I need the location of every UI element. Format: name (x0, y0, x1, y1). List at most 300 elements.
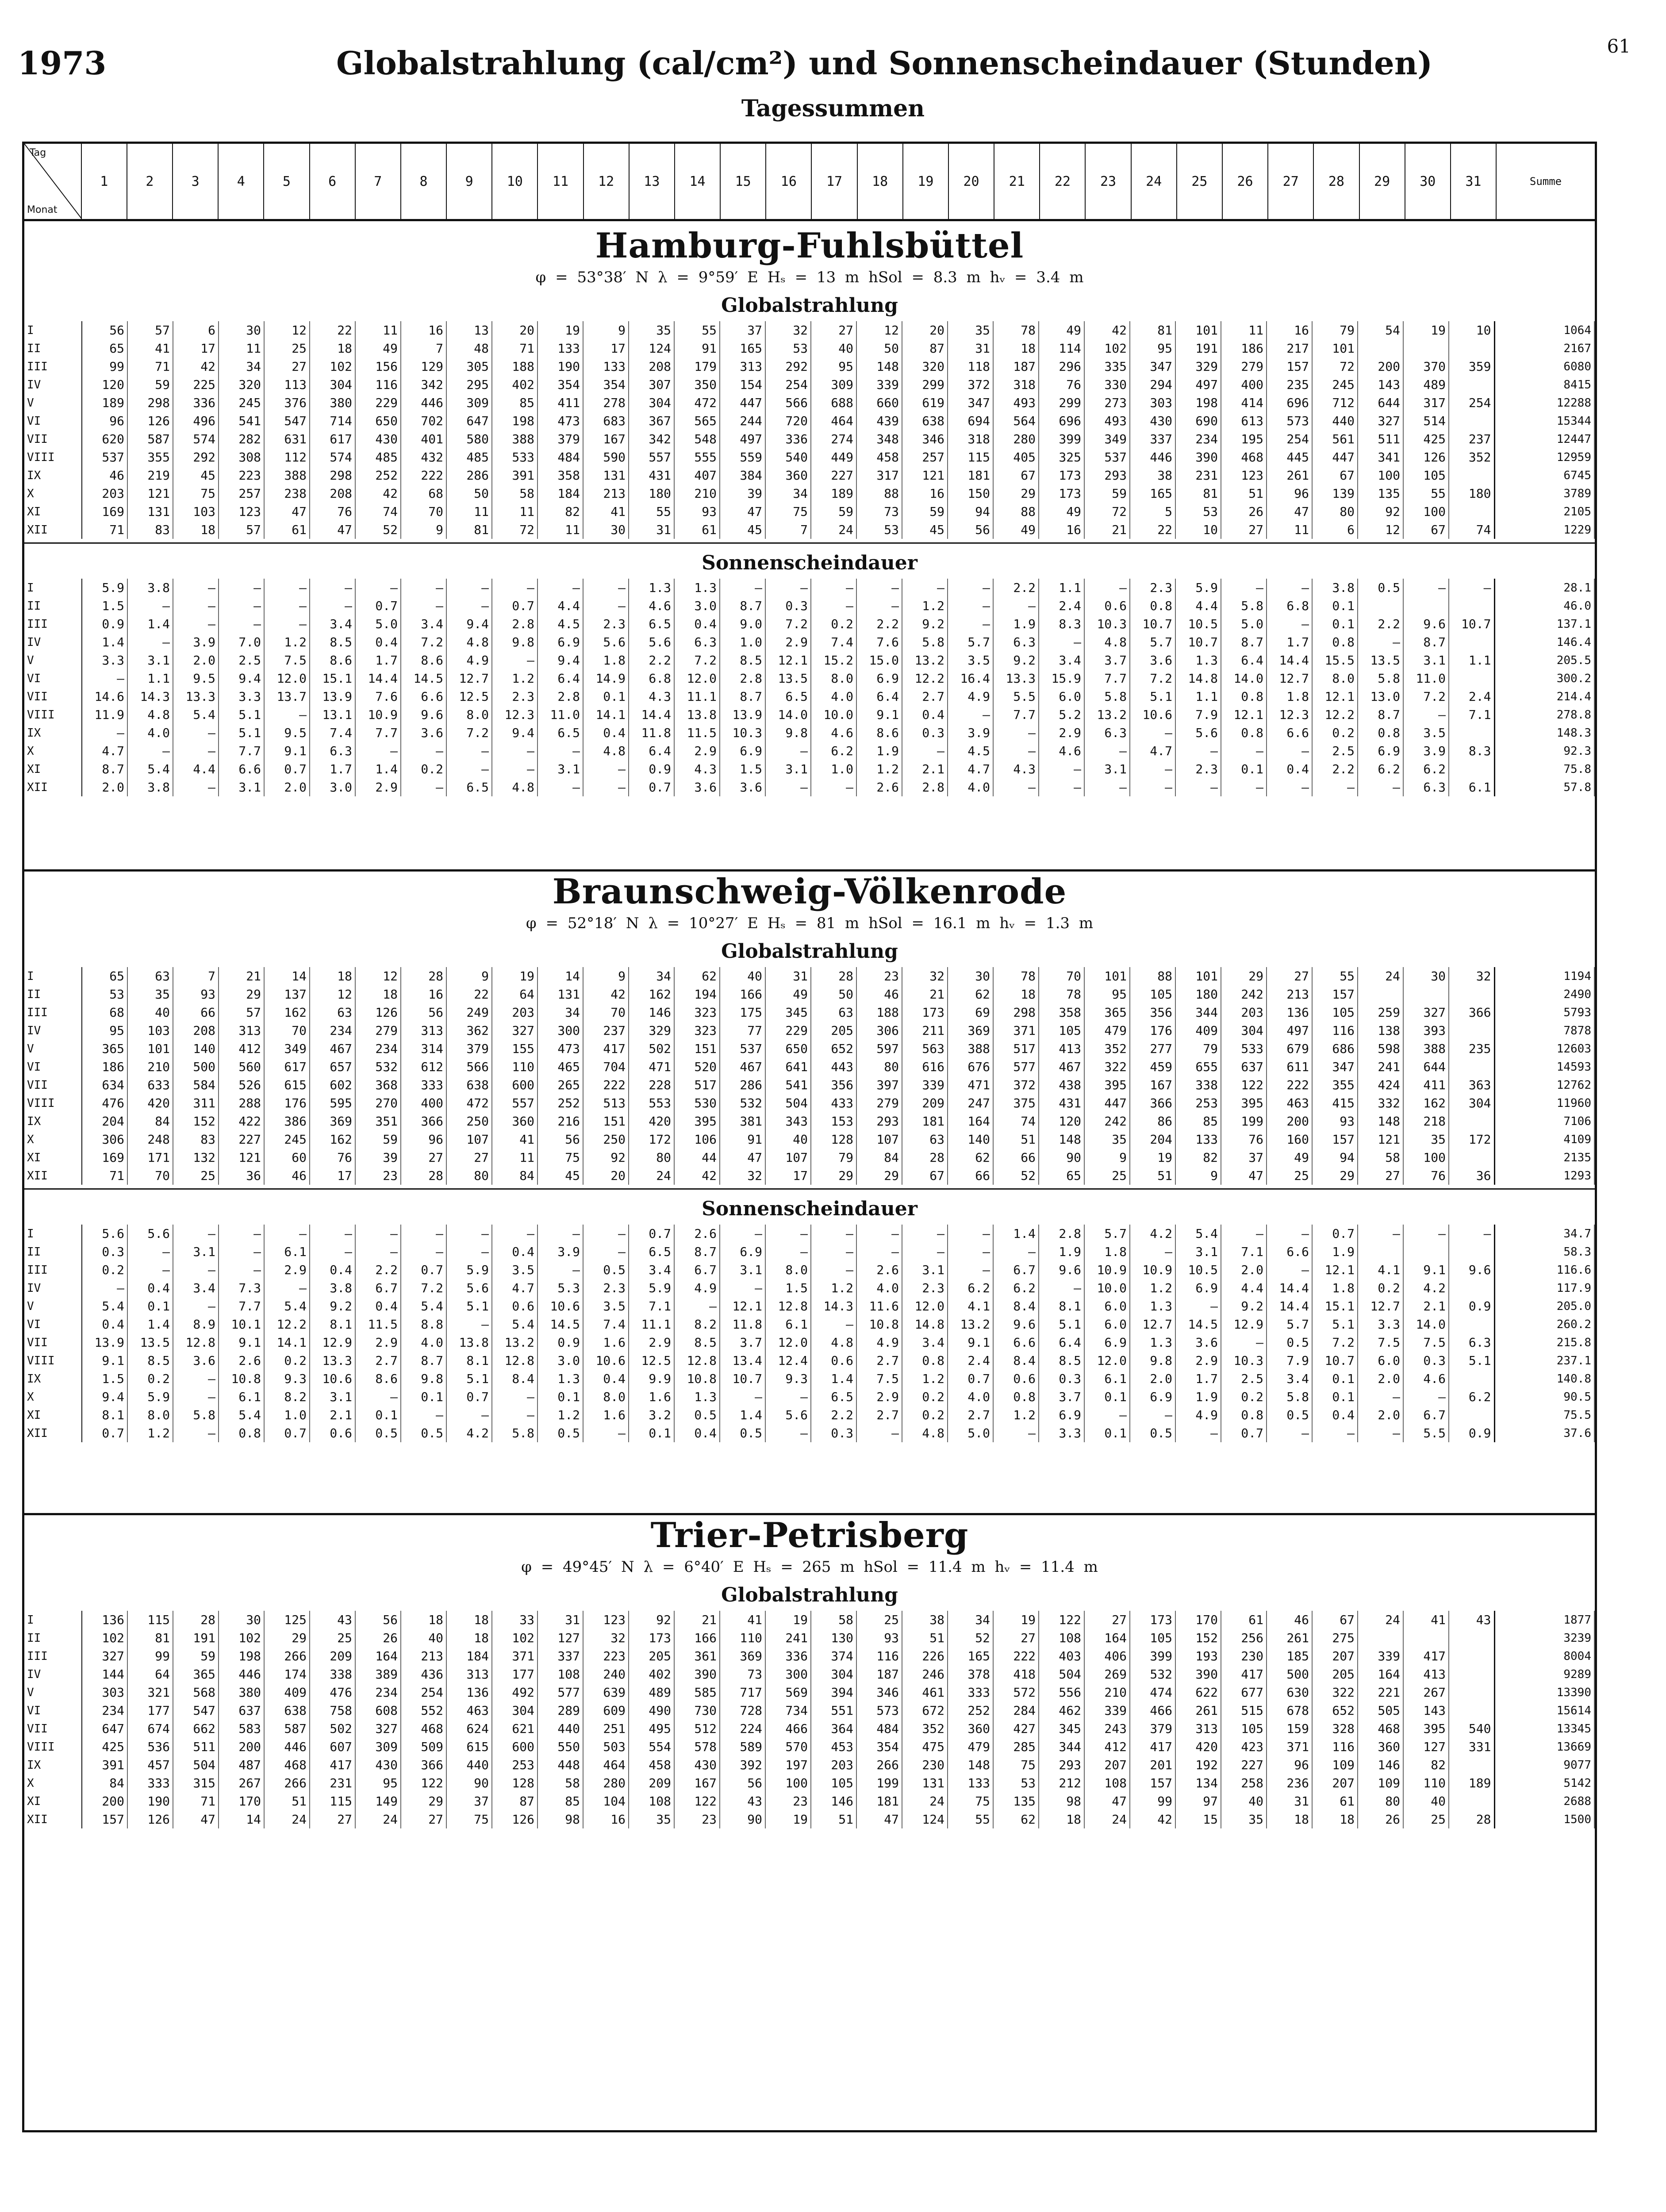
table-row (24, 742, 1594, 760)
day-value: 638 (902, 412, 948, 430)
day-value: 0.3 (1039, 1370, 1084, 1388)
day-value: 1.4 (127, 615, 173, 633)
day-value: 203 (492, 1003, 537, 1022)
day-value: – (492, 1406, 537, 1424)
day-value: 364 (811, 1720, 856, 1738)
day-value: 8.0 (1312, 669, 1358, 687)
day-value: 172 (629, 1130, 674, 1148)
day-value: 1.9 (1039, 1243, 1084, 1261)
day-value: 105 (1403, 466, 1449, 484)
day-value: 2.3 (902, 1279, 948, 1297)
day-value: 14.3 (127, 687, 173, 706)
day-value: 138 (1358, 1022, 1403, 1040)
day-value: – (856, 1424, 902, 1442)
day-value: 49 (765, 985, 811, 1003)
month-label: III (24, 357, 82, 376)
month-label: VIII (24, 1738, 82, 1756)
day-value: 4.7 (82, 742, 127, 760)
day-value: 514 (1403, 412, 1449, 430)
day-value: 11.0 (537, 706, 583, 724)
day-value: 15.9 (1039, 669, 1084, 687)
day-value: 36 (1449, 1167, 1494, 1185)
month-sum: 3789 (1494, 484, 1594, 503)
day-value: 21 (219, 967, 264, 985)
day-value: 467 (720, 1058, 765, 1076)
day-value: 299 (1039, 394, 1084, 412)
day-value (1449, 669, 1494, 687)
day-value: 8.8 (401, 1315, 446, 1333)
day-value: 5.7 (1130, 633, 1175, 651)
day-value: 92 (1358, 503, 1403, 521)
day-value: 511 (173, 1738, 219, 1756)
day-value: 170 (1175, 1611, 1221, 1629)
day-value: 509 (401, 1738, 446, 1756)
day-value: 595 (310, 1094, 355, 1112)
day-value: 609 (583, 1701, 629, 1720)
day-value: 4.4 (173, 760, 219, 778)
day-value: 394 (811, 1683, 856, 1701)
day-value: – (401, 742, 446, 760)
day-value: 10.7 (1312, 1352, 1358, 1370)
day-value: 95 (1084, 985, 1130, 1003)
day-value (1449, 1279, 1494, 1297)
day-value: 2.4 (1039, 597, 1084, 615)
day-value: 7.6 (355, 687, 401, 706)
day-value: 80 (629, 1148, 674, 1167)
day-value: 12.8 (173, 1333, 219, 1352)
month-sum: 11960 (1494, 1094, 1594, 1112)
day-value: 464 (583, 1756, 629, 1774)
day-value: 13.5 (127, 1333, 173, 1352)
section-divider (24, 542, 1595, 544)
table-row (24, 1297, 1594, 1315)
day-value: 186 (82, 1058, 127, 1076)
day-value: 176 (264, 1094, 310, 1112)
day-value: 400 (401, 1094, 446, 1112)
day-value: 108 (1084, 1774, 1130, 1792)
day-value: 0.7 (492, 597, 537, 615)
day-value: 72 (492, 521, 537, 539)
day-value: – (264, 1225, 310, 1243)
day-value: 67 (1312, 1611, 1358, 1629)
day-value: 1.3 (629, 579, 674, 597)
day-value: 101 (1175, 321, 1221, 339)
day-value: 81 (1175, 484, 1221, 503)
day-value: 208 (310, 484, 355, 503)
day-value: 238 (264, 484, 310, 503)
day-value: 18 (1267, 1810, 1312, 1828)
day-value: 176 (1130, 1022, 1175, 1040)
day-value: 400 (1221, 376, 1267, 394)
day-value: 213 (583, 484, 629, 503)
day-value: 323 (674, 1022, 720, 1040)
day-value: 288 (219, 1094, 264, 1112)
day-value: – (401, 597, 446, 615)
day-value: 345 (1039, 1720, 1084, 1738)
day-value: – (401, 1406, 446, 1424)
day-value: 162 (1403, 1094, 1449, 1112)
day-value: 564 (993, 412, 1039, 430)
day-value: 91 (720, 1130, 765, 1148)
day-value: 0.7 (82, 1424, 127, 1442)
day-value: 95 (82, 1022, 127, 1040)
day-value: 9.4 (446, 615, 492, 633)
day-value: 464 (811, 412, 856, 430)
day-value: 559 (720, 448, 765, 466)
day-value: 93 (674, 503, 720, 521)
day-value: 243 (1084, 1720, 1130, 1738)
day-value: 150 (948, 484, 993, 503)
day-value: 12 (264, 321, 310, 339)
day-value: 424 (1358, 1076, 1403, 1094)
day-value: 78 (993, 321, 1039, 339)
day-header: 24 (1132, 144, 1177, 219)
day-value: 76 (310, 1148, 355, 1167)
day-value: 8.9 (173, 1315, 219, 1333)
day-value: 175 (720, 1003, 765, 1022)
month-label: VII (24, 1333, 82, 1352)
day-value: 252 (355, 466, 401, 484)
day-value: 42 (173, 357, 219, 376)
day-value: 2.6 (219, 1352, 264, 1370)
day-value: 13.8 (674, 706, 720, 724)
month-sum: 205.5 (1494, 651, 1594, 669)
month-label: III (24, 615, 82, 633)
day-value: 29 (811, 1167, 856, 1185)
day-value: 6.9 (720, 742, 765, 760)
day-value: – (1267, 579, 1312, 597)
day-value: 4.2 (1130, 1225, 1175, 1243)
day-value: 2.5 (1312, 742, 1358, 760)
day-value: 4.4 (537, 597, 583, 615)
day-value: 4.5 (948, 742, 993, 760)
day-value: 589 (720, 1738, 765, 1756)
day-value: 234 (355, 1683, 401, 1701)
day-value: 101 (1175, 967, 1221, 985)
table-row (24, 1701, 1594, 1720)
day-value: 446 (401, 394, 446, 412)
month-sum: 5142 (1494, 1774, 1594, 1792)
day-value: 7 (401, 339, 446, 357)
day-value: 40 (765, 1130, 811, 1148)
day-value: 120 (1039, 1112, 1084, 1130)
day-value: – (355, 1388, 401, 1406)
day-value: 105 (1221, 1720, 1267, 1738)
month-label: III (24, 1003, 82, 1022)
day-value: 557 (629, 448, 674, 466)
day-value: 9.6 (1403, 615, 1449, 633)
day-value: 40 (811, 339, 856, 357)
day-value: 216 (537, 1112, 583, 1130)
day-value: 587 (264, 1720, 310, 1738)
day-value: 292 (765, 357, 811, 376)
day-value: 8.7 (674, 1243, 720, 1261)
station-coordinates: φ = 53°38′ N λ = 9°59′ E Hₛ = 13 m hSol = 8.3 m hᵥ = 3.4 m (535, 269, 1084, 286)
day-value: – (1221, 1333, 1267, 1352)
month-sum: 6080 (1494, 357, 1594, 376)
day-value: 1.7 (355, 651, 401, 669)
day-value: 0.1 (1084, 1388, 1130, 1406)
day-value: 4.1 (1358, 1261, 1403, 1279)
day-value: 415 (1312, 1094, 1358, 1112)
day-value: 550 (537, 1738, 583, 1756)
day-value: 250 (583, 1130, 629, 1148)
day-value: 71 (127, 357, 173, 376)
day-value: 5.9 (82, 579, 127, 597)
day-value: 638 (446, 1076, 492, 1094)
day-value: – (310, 579, 355, 597)
month-sum: 215.8 (1494, 1333, 1594, 1352)
day-value: 1.3 (1130, 1333, 1175, 1352)
day-value: 327 (82, 1647, 127, 1665)
day-value: 12 (1358, 521, 1403, 539)
day-value: 436 (401, 1665, 446, 1683)
day-value: 573 (1267, 412, 1312, 430)
day-value: 6.6 (1267, 724, 1312, 742)
day-value: 2.0 (82, 778, 127, 796)
day-value: – (1039, 778, 1084, 796)
day-value: 0.2 (401, 760, 446, 778)
day-value: 694 (948, 412, 993, 430)
day-value: – (811, 579, 856, 597)
day-value (1449, 1629, 1494, 1647)
day-value: 207 (1084, 1756, 1130, 1774)
day-value: 222 (1267, 1076, 1312, 1094)
day-value: 10.6 (1130, 706, 1175, 724)
day-value: 8.6 (355, 1370, 401, 1388)
day-value: 10 (1175, 521, 1221, 539)
day-value: 87 (492, 1792, 537, 1810)
day-value: 11.0 (1403, 669, 1449, 687)
day-value: 496 (173, 412, 219, 430)
day-value: 17 (765, 1167, 811, 1185)
day-value: 12.3 (492, 706, 537, 724)
day-value: 1.1 (1039, 579, 1084, 597)
day-value: 9.0 (720, 615, 765, 633)
day-value: 198 (219, 1647, 264, 1665)
day-value: 3.6 (1130, 651, 1175, 669)
month-label: XI (24, 760, 82, 778)
day-value: 218 (1403, 1112, 1449, 1130)
day-value: 0.1 (1084, 1424, 1130, 1442)
day-value: 0.8 (1221, 1406, 1267, 1424)
day-value: 1.9 (1312, 1243, 1358, 1261)
day-value: 352 (902, 1720, 948, 1738)
day-value: 344 (1039, 1738, 1084, 1756)
day-value (1403, 1629, 1449, 1647)
day-value: 105 (1130, 1629, 1175, 1647)
day-value: 274 (811, 430, 856, 448)
day-value: 1.5 (82, 597, 127, 615)
day-value: 59 (355, 1130, 401, 1148)
day-value: 227 (219, 1130, 264, 1148)
day-value: 13.2 (492, 1333, 537, 1352)
day-value: 0.5 (1130, 1424, 1175, 1442)
day-value: 3.0 (537, 1352, 583, 1370)
table-row (24, 1333, 1594, 1352)
day-value: 95 (811, 357, 856, 376)
day-value: 6.2 (1449, 1388, 1494, 1406)
day-value: 7.2 (1312, 1333, 1358, 1352)
day-value: 4.7 (1130, 742, 1175, 760)
day-value: 34 (537, 1003, 583, 1022)
day-value: 24 (1358, 1611, 1403, 1629)
day-value: 265 (537, 1076, 583, 1094)
day-value: 14 (264, 967, 310, 985)
day-value: 10.7 (1449, 615, 1494, 633)
day-value: 10.6 (583, 1352, 629, 1370)
day-value: – (355, 579, 401, 597)
day-value (1449, 1792, 1494, 1810)
day-value: 4.6 (1403, 1370, 1449, 1388)
day-value: 11 (492, 503, 537, 521)
day-value: 0.7 (264, 1424, 310, 1442)
day-value: 313 (720, 357, 765, 376)
day-value: 20 (583, 1167, 629, 1185)
day-value: 0.6 (310, 1424, 355, 1442)
day-value: 42 (1084, 321, 1130, 339)
month-label: VI (24, 412, 82, 430)
day-value: 9.5 (173, 669, 219, 687)
month-sum: 58.3 (1494, 1243, 1594, 1261)
day-value: 12.5 (629, 1352, 674, 1370)
day-value: 246 (902, 1665, 948, 1683)
day-value: 57 (219, 1003, 264, 1022)
day-value: 323 (674, 1003, 720, 1022)
day-value: 92 (629, 1611, 674, 1629)
day-value: 137 (264, 985, 310, 1003)
day-value: 120 (82, 376, 127, 394)
day-value: 29 (1221, 967, 1267, 985)
day-value: 8.4 (993, 1297, 1039, 1315)
day-header: 17 (812, 144, 857, 219)
month-sum: 12288 (1494, 394, 1594, 412)
day-value: 205 (811, 1022, 856, 1040)
day-value: 517 (674, 1076, 720, 1094)
day-value: 68 (401, 484, 446, 503)
day-value: 365 (1084, 1003, 1130, 1022)
month-sum: 1194 (1494, 967, 1594, 985)
day-value: 6.8 (629, 669, 674, 687)
month-label: I (24, 1611, 82, 1629)
day-value: 0.7 (1221, 1424, 1267, 1442)
day-value: 333 (127, 1774, 173, 1792)
month-sum: 90.5 (1494, 1388, 1594, 1406)
day-value: 443 (811, 1058, 856, 1076)
day-value: 13.9 (720, 706, 765, 724)
day-value (1449, 1756, 1494, 1774)
day-value: 2.6 (856, 1261, 902, 1279)
day-value: 34 (765, 484, 811, 503)
day-value: 7.7 (993, 706, 1039, 724)
day-value: 5.4 (1175, 1225, 1221, 1243)
month-sum: 15344 (1494, 412, 1594, 430)
day-value (1358, 339, 1403, 357)
day-value: 8.1 (446, 1352, 492, 1370)
day-value: 366 (1130, 1094, 1175, 1112)
day-value: 75 (446, 1810, 492, 1828)
day-value: 14.0 (1221, 669, 1267, 687)
day-value (1449, 339, 1494, 357)
day-value: 0.7 (401, 1261, 446, 1279)
day-value: 70 (264, 1022, 310, 1040)
day-value: 23 (765, 1792, 811, 1810)
month-label: X (24, 1388, 82, 1406)
day-value: 191 (173, 1629, 219, 1647)
day-value: – (537, 742, 583, 760)
day-value: 24 (811, 521, 856, 539)
day-value: 9.3 (765, 1370, 811, 1388)
day-value: 388 (492, 430, 537, 448)
month-label: XII (24, 1424, 82, 1442)
day-value: 5.6 (1175, 724, 1221, 742)
day-value: 2.5 (219, 651, 264, 669)
day-value: 10.7 (720, 1370, 765, 1388)
day-value: 164 (1084, 1629, 1130, 1647)
day-header: 31 (1451, 144, 1497, 219)
day-value (1449, 985, 1494, 1003)
day-value: 624 (446, 1720, 492, 1738)
day-value: 553 (629, 1094, 674, 1112)
day-value: 7.9 (1267, 1352, 1312, 1370)
day-header: 8 (401, 144, 447, 219)
day-value: 551 (811, 1701, 856, 1720)
day-value: 234 (310, 1022, 355, 1040)
day-value: 365 (82, 1040, 127, 1058)
day-value: 76 (1039, 376, 1084, 394)
day-value: 28 (1449, 1810, 1494, 1828)
day-value: – (1312, 1424, 1358, 1442)
day-value: 8.5 (127, 1352, 173, 1370)
day-value: 96 (1267, 484, 1312, 503)
day-value: 341 (1358, 448, 1403, 466)
day-value: 696 (1267, 394, 1312, 412)
day-value: 7.3 (219, 1279, 264, 1297)
day-value: 5.9 (446, 1261, 492, 1279)
day-value: 15.2 (811, 651, 856, 669)
month-sum: 9289 (1494, 1665, 1594, 1683)
day-value: – (173, 1424, 219, 1442)
day-value: 165 (948, 1647, 993, 1665)
day-value: 181 (948, 466, 993, 484)
day-value: 390 (1175, 448, 1221, 466)
table-row (24, 1094, 1594, 1112)
day-value: 417 (1403, 1647, 1449, 1665)
day-value: 18 (355, 985, 401, 1003)
day-value: 402 (492, 376, 537, 394)
day-value: 27 (401, 1148, 446, 1167)
day-value: 47 (264, 503, 310, 521)
day-value: 447 (720, 394, 765, 412)
day-value: 2.0 (1130, 1370, 1175, 1388)
day-value: 405 (993, 448, 1039, 466)
day-value: 9.8 (1130, 1352, 1175, 1370)
day-value: 100 (1403, 1148, 1449, 1167)
day-value: 1.1 (1175, 687, 1221, 706)
day-value: – (993, 742, 1039, 760)
day-value: 0.1 (1312, 615, 1358, 633)
day-value: 688 (811, 394, 856, 412)
day-value: 401 (401, 430, 446, 448)
day-value (1403, 1243, 1449, 1261)
day-value: 0.5 (401, 1424, 446, 1442)
day-value: 151 (583, 1112, 629, 1130)
day-value: 411 (537, 394, 583, 412)
day-value: 58 (1358, 1148, 1403, 1167)
day-value: 35 (629, 321, 674, 339)
day-value: – (1084, 1406, 1130, 1424)
day-value: 59 (127, 376, 173, 394)
